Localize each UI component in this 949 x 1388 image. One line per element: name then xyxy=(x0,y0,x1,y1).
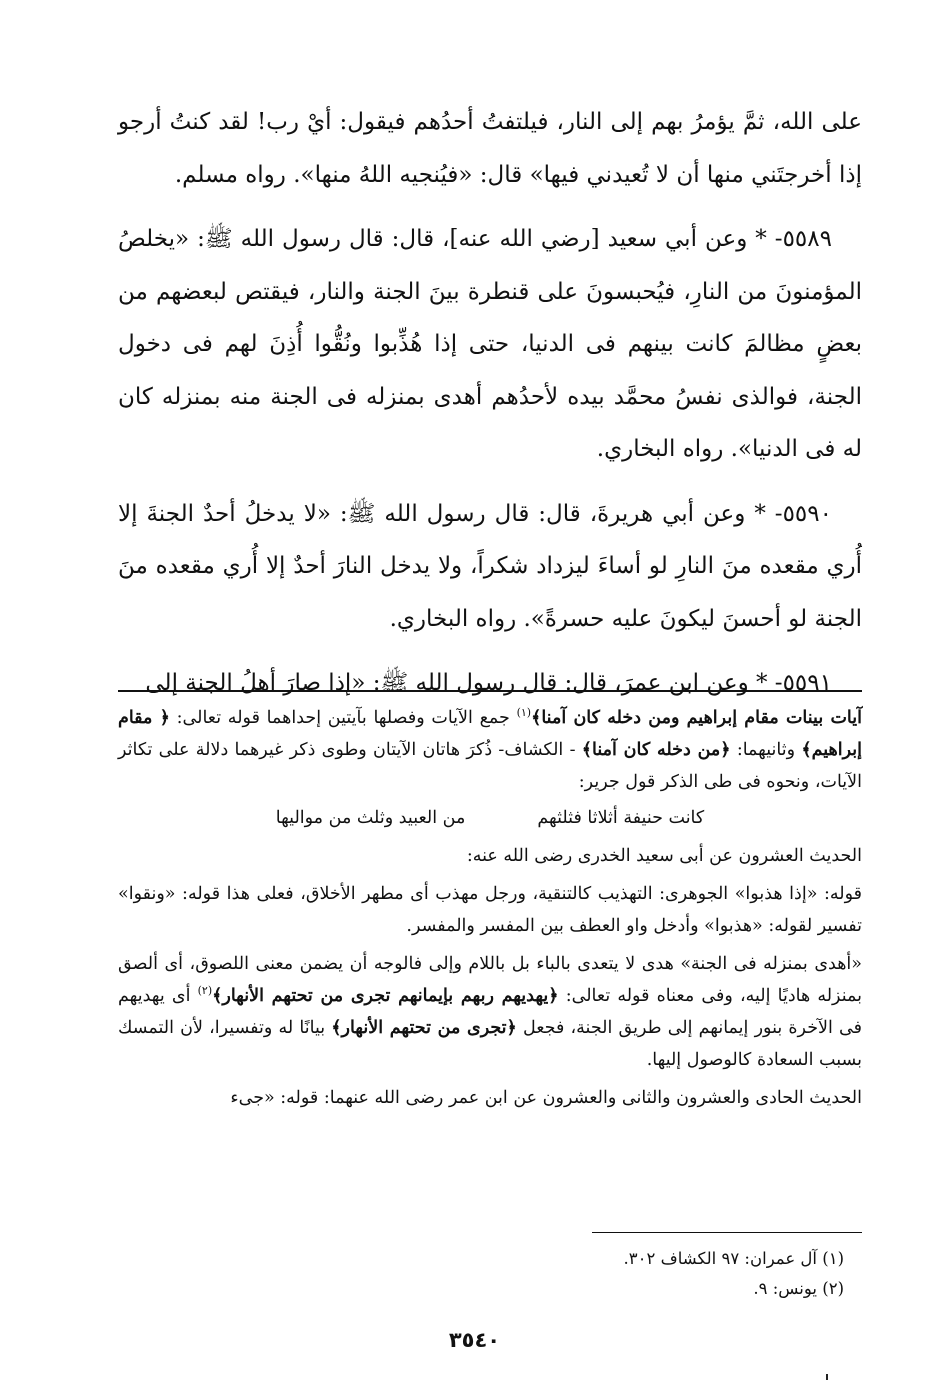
hadith-5589: ٥٥٨٩- * وعن أبي سعيد [رضي الله عنه]، قال: قال رسول الله ﷺ: «يخلصُ المؤمنونَ من النارِ، فيُحبسونَ على قنطرة بينَ الجنة والنار، فيقتص لبعضهم من بعضٍ مظالمَ كانت بينهم فى الدنيا، حتى إذا هُذِّبوا ونُقُّوا أُذِنَ لهم فى دخول الجنة، فوالذى نفسُ محمَّد بيده لأحدُهم أهدى بمنزله فى الجنة منه بمنزله كان له فى الدنيا». رواه البخاري. xyxy=(118,226,862,462)
hadith-5591: ٥٥٩١- * وعن ابن عمرَ، قال: قال رسول الله ﷺ: «إذا صارَ أهلُ الجنة إلى xyxy=(145,670,832,696)
commentary-span: وثانيهما: xyxy=(730,740,802,760)
commentary-paragraph xyxy=(118,948,862,1076)
commentary-span: «أهدى بمنزله فى الجنة» هدى لا يتعدى بالباء بل باللام وإلى فالوجه أن يضمن معنى اللصوق، أى ألصق بمنزله هاديًا إليه، وفى معناه قوله تعالى: xyxy=(118,954,862,1006)
footnote-divider xyxy=(592,1232,862,1233)
commentary-heading: الحديث العشرون عن أبى سعيد الخدرى رضى الله عنه: xyxy=(466,846,862,866)
verse-first-hemistich: كانت حنيفة أثلاثا فثلثهم xyxy=(537,808,705,828)
footnote-2: (٢) يونس: ٩. xyxy=(753,1279,844,1298)
commentary-paragraph: قوله: «إذا هذبوا» الجوهرى: التهذيب كالتنقية، ورجل مهذب أى مطهر الأخلاق، فعلى هذا قوله: «ونقوا» تفسير لقوله: «هذبوا» وأدخل واو العطف بين المفسر والمفسر. xyxy=(118,884,862,936)
verse-second-hemistich: من العبيد وثلث من مواليها xyxy=(275,808,466,828)
commentary-span: أى يهديهم فى الآخرة بنور إيمانهم إلى طريق الجنة، فجعل xyxy=(118,986,862,1038)
paragraph-continuation: على الله، ثمَّ يؤمرُ بهم إلى النار، فيلتفتُ أحدُهم فيقول: أيْ رب! لقد كنتُ أرجو إذا أخرجتَني منها أن لا تُعيدني فيها» قال: «فيُنجيه اللهُ منها». رواه مسلم. xyxy=(118,109,862,188)
footnotes xyxy=(118,1244,862,1304)
commentary-span: - الكشاف- ذُكرَ هاتان الآيتان وطوى ذكر غيرهما دلالة على تكاثر الآيات، ونحوه فى طى الذكر قول جرير: xyxy=(118,740,862,792)
footnote-1: (١) آل عمران: ٩٧ الكشاف ٣٠٢. xyxy=(623,1249,844,1268)
section-divider xyxy=(118,690,862,692)
main-text xyxy=(118,96,862,710)
hadith-5590: ٥٥٩٠- * وعن أبي هريرةَ، قال: قال رسول الله ﷺ: «لا يدخلُ أحدٌ الجنةَ إلا أُري مقعده منَ النارِ لو أساءَ ليزداد شكراً، ولا يدخل النارَ أحدٌ إلا أُري مقعده منَ الجنة لو أحسنَ ليكونَ عليه حسرةً». رواه البخاري. xyxy=(118,500,862,632)
commentary-span: جمع الآيات وفصلها بآيتين إحداهما قوله تعالى: xyxy=(169,708,517,728)
commentary-paragraph xyxy=(118,702,862,798)
poetry-verse xyxy=(118,802,862,834)
commentary-text xyxy=(118,702,862,1114)
commentary-heading: الحديث الحادى والعشرون والثانى والعشرون عن ابن عمر رضى الله عنهما: قوله: «جىء xyxy=(230,1088,862,1108)
footnote-ref-2: (٢) xyxy=(197,984,213,998)
quran-quote: ﴿يهديهم ربهم بإيمانهم تجرى من تحتهم الأنهار﴾ xyxy=(212,986,559,1006)
page-number: ٣٥٤٠ xyxy=(448,1328,501,1352)
commentary-span: بيانًا له وتفسيرا، لأن التمسك بسبب السعادة كالوصول إليها. xyxy=(118,1018,862,1070)
quran-quote: ﴿ مقام إبراهيم﴾ xyxy=(118,708,862,760)
quran-quote: ﴿تجرى من تحتهم الأنهار﴾ xyxy=(331,1018,517,1038)
quran-quote: آيات بينات مقام إبراهيم ومن دخله كان آمنا﴾ xyxy=(531,708,862,728)
footnote-ref-1: (١) xyxy=(516,706,532,720)
quran-quote: ﴿من دخله كان آمنا﴾ xyxy=(581,740,731,760)
scan-mark xyxy=(826,1374,828,1380)
